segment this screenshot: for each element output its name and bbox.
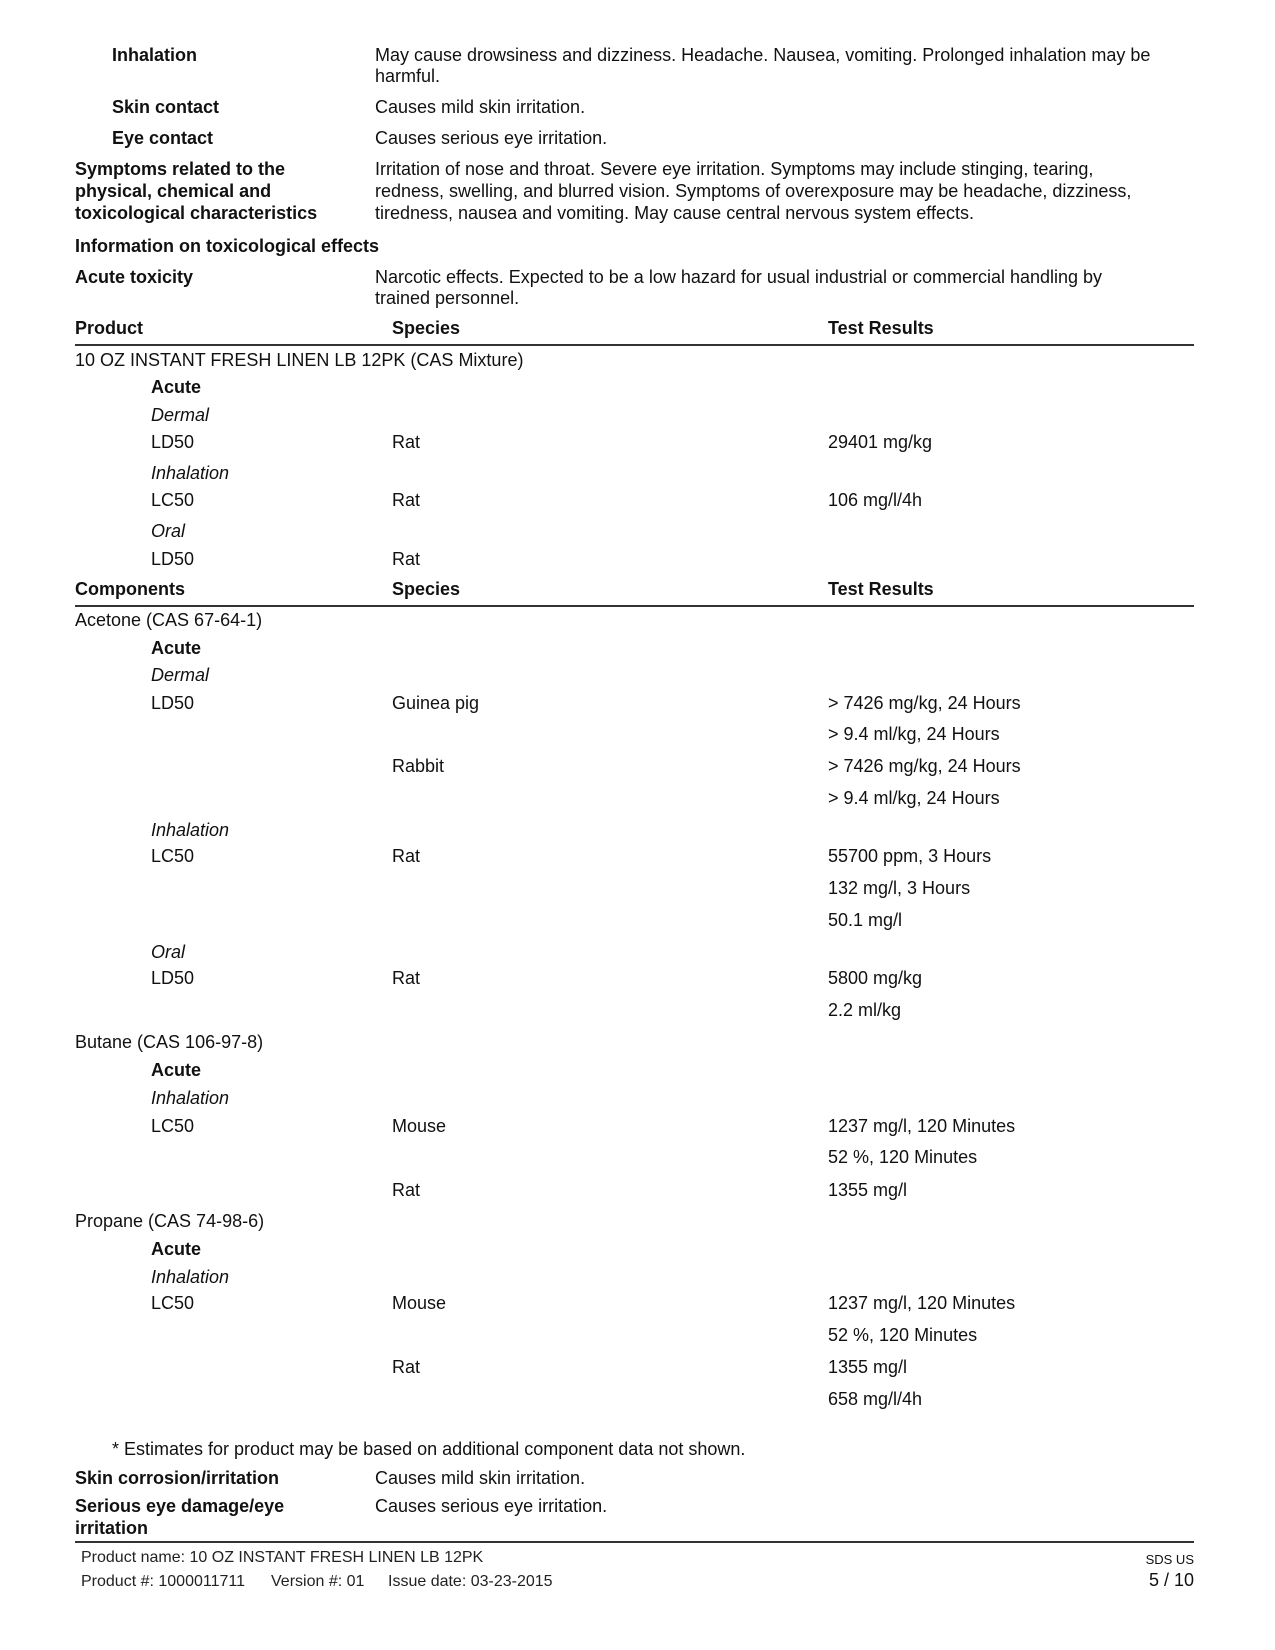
components-header-rule <box>75 605 1194 607</box>
propane-acute: Acute <box>151 1239 202 1259</box>
symptoms-text-line-1: Irritation of nose and throat. Severe eye irritation. Symptoms may include stinging, tearing, <box>375 159 1094 179</box>
propane-name: Propane (CAS 74-98-6) <box>75 1211 265 1231</box>
acetone-oral-result: 2.2 ml/kg <box>828 1000 902 1020</box>
propane-rat-species: Rat <box>392 1357 421 1377</box>
product-inhalation-test: LC50 <box>151 490 195 510</box>
product-oral-species: Rat <box>392 549 421 569</box>
acetone-rabbit-result: > 7426 mg/kg, 24 Hours <box>828 756 1021 776</box>
acute-toxicity-label: Acute toxicity <box>75 267 194 287</box>
footer-product-name: Product name: 10 OZ INSTANT FRESH LINEN LB 12PK <box>81 1549 484 1566</box>
info-heading: Information on toxicological effects <box>75 236 380 256</box>
propane-mouse-result: 52 %, 120 Minutes <box>828 1325 978 1345</box>
acetone-oral-species: Rat <box>392 968 421 988</box>
butane-rat-result: 1355 mg/l <box>828 1180 908 1200</box>
product-acute: Acute <box>151 377 202 397</box>
skin-corrosion-label: Skin corrosion/irritation <box>75 1468 280 1488</box>
inhalation-text-line-1: May cause drowsiness and dizziness. Headache. Nausea, vomiting. Prolonged inhalation may be <box>375 45 1151 65</box>
footer-rule <box>75 1541 1194 1543</box>
components-species-header: Species <box>392 579 461 599</box>
inhalation-text-line-2: harmful. <box>375 66 441 86</box>
components-header: Components <box>75 579 185 599</box>
footnote: * Estimates for product may be based on additional component data not shown. <box>112 1439 746 1459</box>
product-dermal-test: LD50 <box>151 432 195 452</box>
propane-mouse-result: 1237 mg/l, 120 Minutes <box>828 1293 1016 1313</box>
acetone-rabbit-species: Rabbit <box>392 756 445 776</box>
acetone-oral-result: 5800 mg/kg <box>828 968 923 988</box>
acetone-oral: Oral <box>151 942 186 962</box>
acetone-oral-test: LD50 <box>151 968 195 988</box>
propane-rat-result: 1355 mg/l <box>828 1357 908 1377</box>
acute-toxicity-text-line-2: trained personnel. <box>375 288 520 308</box>
acetone-inhalation: Inhalation <box>151 820 230 840</box>
butane-acute: Acute <box>151 1060 202 1080</box>
symptoms-text-line-2: redness, swelling, and blurred vision. Symptoms of overexposure may be headache, dizziness, <box>375 181 1132 201</box>
symptoms-text-line-3: tiredness, nausea and vomiting. May cause central nervous system effects. <box>375 203 974 223</box>
butane-test: LC50 <box>151 1116 195 1136</box>
skin-corrosion-text: Causes mild skin irritation. <box>375 1468 586 1488</box>
acetone-inhalation-result: 132 mg/l, 3 Hours <box>828 878 971 898</box>
butane-name: Butane (CAS 106-97-8) <box>75 1032 264 1052</box>
eye-contact-label: Eye contact <box>112 128 214 148</box>
inhalation-label: Inhalation <box>112 45 197 65</box>
acetone-inhalation-result: 50.1 mg/l <box>828 910 903 930</box>
footer-product-number: Product #: 1000011711 <box>81 1573 245 1590</box>
skin-contact-text: Causes mild skin irritation. <box>375 97 586 117</box>
components-test-results-header: Test Results <box>828 579 934 599</box>
footer-doc-type: SDS US <box>1145 1552 1194 1567</box>
eye-damage-label-line-1: Serious eye damage/eye <box>75 1496 285 1516</box>
acetone-dermal-test: LD50 <box>151 693 195 713</box>
propane-inhalation: Inhalation <box>151 1267 230 1287</box>
acetone-rabbit-result: > 9.4 ml/kg, 24 Hours <box>828 788 1000 808</box>
acetone-acute: Acute <box>151 638 202 658</box>
butane-mouse-result: 52 %, 120 Minutes <box>828 1147 978 1167</box>
footer-issue-date: Issue date: 03-23-2015 <box>388 1573 553 1590</box>
propane-test: LC50 <box>151 1293 195 1313</box>
butane-mouse-species: Mouse <box>392 1116 447 1136</box>
product-dermal: Dermal <box>151 405 210 425</box>
product-inhalation-species: Rat <box>392 490 421 510</box>
test-results-header: Test Results <box>828 318 934 338</box>
acetone-inhalation-species: Rat <box>392 846 421 866</box>
eye-damage-label-line-2: irritation <box>75 1518 149 1538</box>
footer-version: Version #: 01 <box>271 1573 365 1590</box>
acute-toxicity-text-line-1: Narcotic effects. Expected to be a low hazard for usual industrial or commercial handling by <box>375 267 1103 287</box>
acetone-inhalation-result: 55700 ppm, 3 Hours <box>828 846 992 866</box>
product-dermal-result: 29401 mg/kg <box>828 432 933 452</box>
propane-mouse-species: Mouse <box>392 1293 447 1313</box>
butane-inhalation: Inhalation <box>151 1088 230 1108</box>
eye-contact-text: Causes serious eye irritation. <box>375 128 608 148</box>
product-name: 10 OZ INSTANT FRESH LINEN LB 12PK (CAS Mixture) <box>75 350 524 370</box>
symptoms-label-line-1: Symptoms related to the <box>75 159 286 179</box>
acetone-guinea-species: Guinea pig <box>392 693 480 713</box>
skin-contact-label: Skin contact <box>112 97 220 117</box>
propane-rat-result: 658 mg/l/4h <box>828 1389 923 1409</box>
acetone-dermal: Dermal <box>151 665 210 685</box>
product-header: Product <box>75 318 144 338</box>
butane-rat-species: Rat <box>392 1180 421 1200</box>
species-header: Species <box>392 318 461 338</box>
acetone-name: Acetone (CAS 67-64-1) <box>75 610 263 630</box>
product-inhalation-result: 106 mg/l/4h <box>828 490 923 510</box>
product-dermal-species: Rat <box>392 432 421 452</box>
footer-page-number: 5 / 10 <box>1148 1570 1194 1590</box>
butane-mouse-result: 1237 mg/l, 120 Minutes <box>828 1116 1016 1136</box>
product-header-rule <box>75 344 1194 346</box>
eye-damage-text: Causes serious eye irritation. <box>375 1496 608 1516</box>
product-oral-test: LD50 <box>151 549 195 569</box>
acetone-inhalation-test: LC50 <box>151 846 195 866</box>
product-oral: Oral <box>151 521 186 541</box>
symptoms-label-line-2: physical, chemical and <box>75 181 272 201</box>
product-inhalation: Inhalation <box>151 463 230 483</box>
symptoms-label-line-3: toxicological characteristics <box>75 203 318 223</box>
acetone-guinea-result: > 9.4 ml/kg, 24 Hours <box>828 724 1000 744</box>
acetone-guinea-result: > 7426 mg/kg, 24 Hours <box>828 693 1021 713</box>
